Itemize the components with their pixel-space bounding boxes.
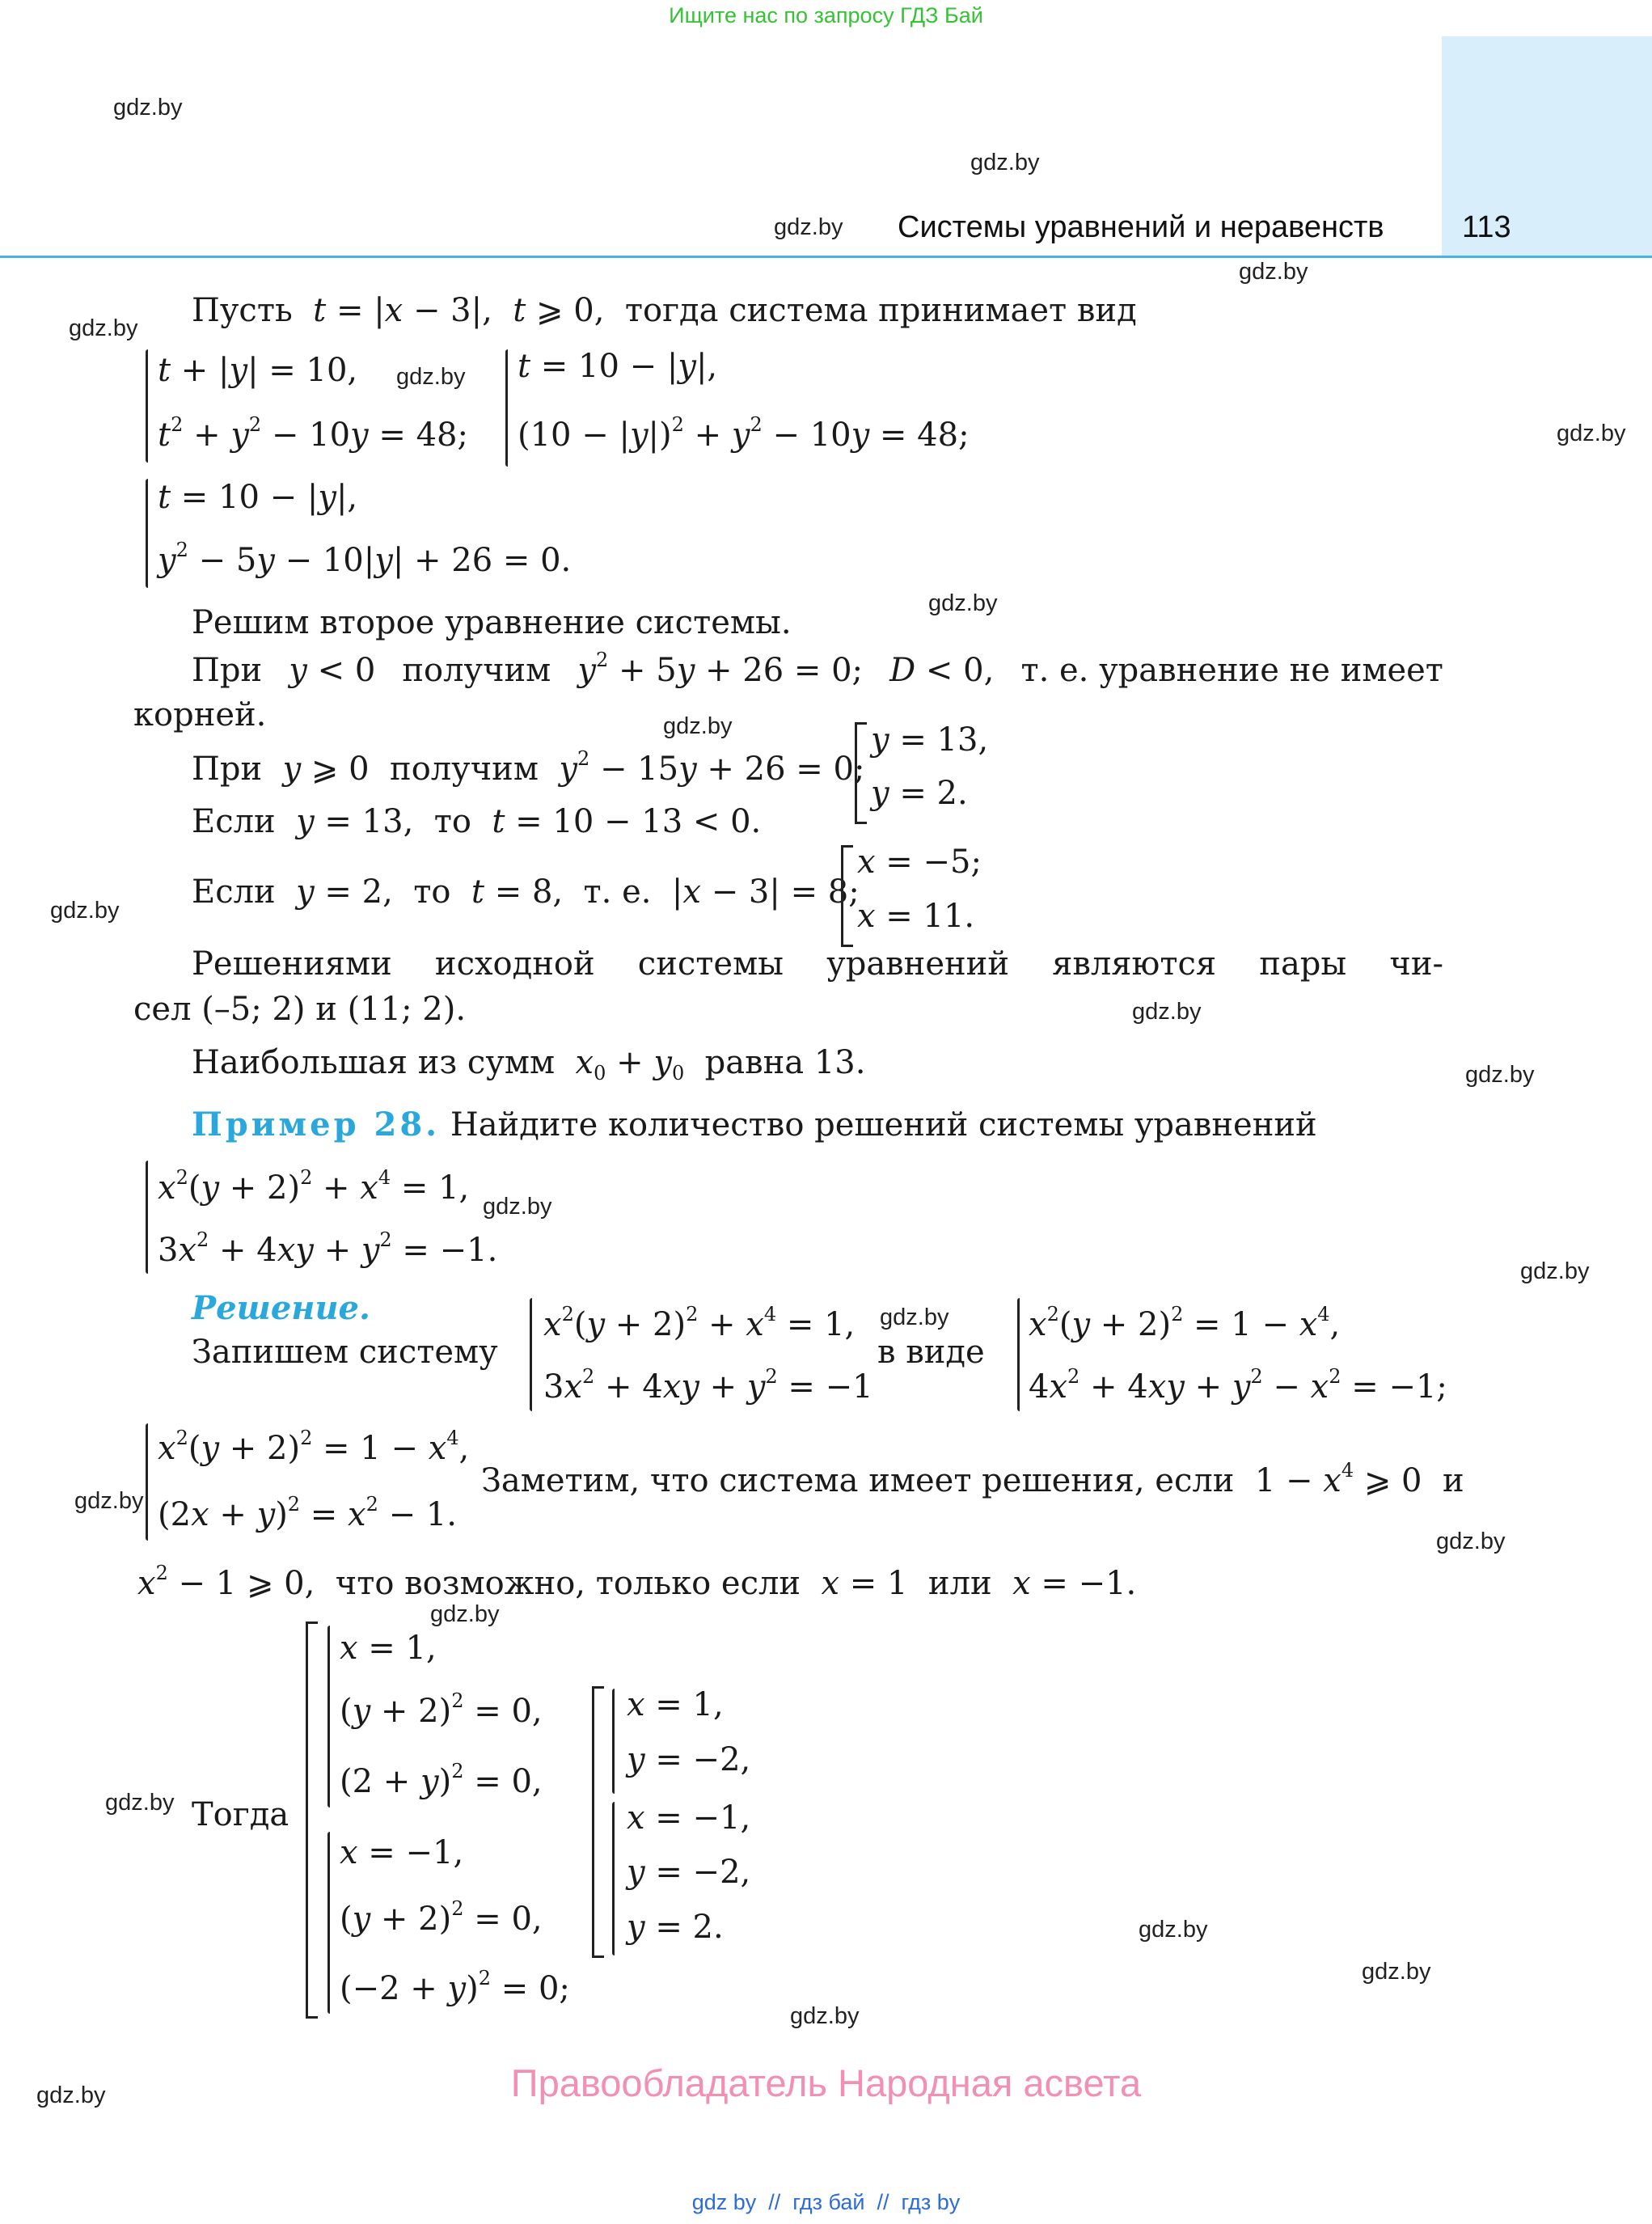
watermark: gdz.by bbox=[774, 214, 843, 240]
case1-eq3: $(2 + y)^2 = 0$, bbox=[340, 1760, 543, 1800]
if2-then: то bbox=[413, 873, 451, 911]
result1-y: y = −2, bbox=[627, 1741, 751, 1778]
watermark: gdz.by bbox=[69, 315, 138, 341]
brace bbox=[327, 1832, 330, 2014]
intro-let: Пусть bbox=[192, 292, 293, 329]
watermark: gdz.by bbox=[1465, 1062, 1535, 1088]
watermark: gdz.by bbox=[483, 1194, 552, 1220]
root-y2: y = 2. bbox=[871, 775, 968, 812]
case-neg-pri: При bbox=[192, 652, 263, 689]
header-title: Системы уравнений и неравенств bbox=[898, 210, 1384, 244]
form-eq1: $x^2(y + 2)^2 = 1 - x^4$, bbox=[1029, 1303, 1341, 1343]
watermark: gdz.by bbox=[1436, 1528, 1506, 1554]
possible-cond: $x^2 - 1$ ⩾ 0, bbox=[137, 1562, 326, 1602]
root-x-minus5: x = −5; bbox=[857, 844, 982, 881]
max-sum-b: равна 13. bbox=[704, 1044, 866, 1081]
brace bbox=[146, 349, 148, 463]
footer-links[interactable]: gdz by // гдз бай // гдз by bbox=[691, 2190, 961, 2214]
bracket bbox=[841, 845, 853, 947]
possible-text: что возможно, только если bbox=[335, 1565, 801, 1602]
brace bbox=[327, 1626, 330, 1808]
case-pos-eq: $y^2 - 15y + 26 = 0$; bbox=[559, 747, 865, 788]
header-rule bbox=[0, 256, 1652, 258]
watermark: gdz.by bbox=[113, 95, 183, 121]
brace bbox=[530, 1298, 532, 1411]
if2-t: t = 8, bbox=[471, 873, 573, 911]
case-neg-disc: D < 0, bbox=[889, 652, 995, 689]
solutions-line: Решениями исходной системы уравнений являются пары чи- bbox=[192, 945, 1443, 983]
case-pos-get: получим bbox=[390, 750, 539, 788]
case-neg-cond: y < 0 bbox=[289, 652, 376, 689]
possible-line bbox=[137, 1562, 1136, 1605]
brace bbox=[1017, 1298, 1020, 1411]
brace bbox=[146, 1423, 148, 1541]
case-pos-cond: y ⩾ 0 bbox=[282, 750, 380, 788]
possible-or: или bbox=[927, 1565, 992, 1602]
watermark: gdz.by bbox=[928, 590, 998, 616]
watermark: gdz.by bbox=[1362, 1959, 1431, 1985]
note-line bbox=[481, 1460, 1464, 1502]
system3-eq2: $y^2 - 5y - 10|y| + 26 = 0$. bbox=[158, 539, 572, 579]
brace bbox=[146, 479, 148, 588]
possible-x-minus1: x = −1. bbox=[1012, 1565, 1137, 1602]
bracket bbox=[306, 1621, 318, 2019]
case1-eq1: x = 1, bbox=[340, 1630, 437, 1667]
if-y13-line bbox=[192, 801, 761, 843]
case2-eq2: $(y + 2)^2 = 0$, bbox=[340, 1897, 543, 1938]
brace bbox=[612, 1689, 615, 1794]
then-label: Тогда bbox=[192, 1796, 289, 1833]
intro-tail: тогда система принимает вид bbox=[624, 292, 1137, 329]
watermark: gdz.by bbox=[74, 1488, 144, 1514]
watermark: gdz.by bbox=[1557, 421, 1626, 446]
if2-cond: y = 2, bbox=[296, 873, 403, 911]
if2-abs: |x − 3| = 8; bbox=[661, 873, 860, 911]
if13-result: t = 10 − 13 < 0. bbox=[492, 803, 762, 840]
system1-eq1: t + |y| = 10, bbox=[158, 352, 358, 389]
system1-eq2: $t^2 + y^2 - 10y = 48$; bbox=[158, 413, 468, 454]
note-cond: $1 - x^4$ ⩾ 0 bbox=[1244, 1459, 1433, 1499]
if13-then: то bbox=[433, 803, 471, 840]
watermark: gdz.by bbox=[105, 1790, 175, 1816]
case-positive-line bbox=[192, 748, 864, 790]
brace bbox=[612, 1802, 615, 1956]
case2-eq3: $(-2 + y)^2 = 0$; bbox=[340, 1967, 570, 2007]
example-heading bbox=[192, 1104, 1317, 1146]
example-eq2: $3x^2 + 4xy + y^2 = -1$. bbox=[158, 1228, 498, 1269]
watermark: gdz.by bbox=[790, 2003, 860, 2029]
case-neg-eq: $y^2 + 5y + 26 = 0$; bbox=[577, 649, 864, 689]
in-form: в виде bbox=[877, 1334, 985, 1371]
note-and: и bbox=[1442, 1462, 1464, 1499]
derived-eq2: $(2x + y)^2 = x^2 - 1$. bbox=[158, 1493, 457, 1533]
note-text: Заметим, что система имеет решения, если bbox=[481, 1462, 1235, 1499]
watermark: gdz.by bbox=[36, 2082, 106, 2108]
solution-label: Решение. bbox=[192, 1289, 370, 1327]
watermark: gdz.by bbox=[1132, 999, 1202, 1025]
case2-eq1: x = −1, bbox=[340, 1834, 464, 1871]
write-system: Запишем систему bbox=[192, 1334, 498, 1371]
possible-x1: x = 1 bbox=[821, 1565, 919, 1602]
root-y13: y = 13, bbox=[871, 721, 989, 759]
form-eq2: $4x^2 + 4xy + y^2 - x^2 = -1$; bbox=[1029, 1365, 1447, 1406]
substitution-formula: t = |x − 3|, t ⩾ 0, bbox=[313, 292, 615, 329]
result2-y1: y = −2, bbox=[627, 1854, 751, 1891]
derived-eq1: $x^2(y + 2)^2 = 1 - x^4$, bbox=[158, 1427, 470, 1467]
case-neg-tail: т. е. уравнение не имеет bbox=[1020, 652, 1443, 689]
page-number: 113 bbox=[1462, 210, 1511, 244]
system2-eq2: $(10 - |y|)^2 + y^2 - 10y = 48$; bbox=[518, 413, 970, 454]
solutions-line-2: сел (–5; 2) и (11; 2). bbox=[133, 991, 467, 1028]
result2-x: x = −1, bbox=[627, 1799, 751, 1837]
brace bbox=[505, 349, 508, 467]
case1-eq2: $(y + 2)^2 = 0$, bbox=[340, 1689, 543, 1730]
watermark: gdz.by bbox=[970, 150, 1040, 175]
case-pos-pri: При bbox=[192, 750, 263, 788]
top-banner: Ищите нас по запросу ГДЗ Бай bbox=[669, 3, 983, 27]
watermark: gdz.by bbox=[430, 1601, 500, 1627]
max-sum-formula: $x_0 + y_0$ bbox=[575, 1044, 685, 1085]
if2-ie: т. е. bbox=[583, 873, 652, 911]
if-y2-line bbox=[192, 871, 860, 913]
if13-cond: y = 13, bbox=[296, 803, 424, 840]
example-label: Пример 28. bbox=[192, 1106, 441, 1144]
system2-eq1: t = 10 − |y|, bbox=[518, 348, 718, 385]
if13-if: Если bbox=[192, 803, 276, 840]
solve-second-line: Решим второе уравнение системы. bbox=[192, 604, 792, 641]
case-negative-line-2: корней. bbox=[133, 696, 267, 734]
rewrite-eq2: $3x^2 + 4xy + y^2 = -1$ bbox=[543, 1365, 873, 1406]
max-sum-line bbox=[192, 1042, 865, 1084]
result2-y2: y = 2. bbox=[627, 1909, 724, 1946]
watermark: gdz.by bbox=[663, 713, 733, 739]
watermark: gdz.by bbox=[396, 364, 466, 390]
if2-if: Если bbox=[192, 873, 276, 911]
system3-eq1: t = 10 − |y|, bbox=[158, 479, 358, 516]
max-sum-a: Наибольшая из сумм bbox=[192, 1044, 556, 1081]
bracket bbox=[592, 1686, 604, 1958]
case-neg-get: получим bbox=[402, 652, 551, 689]
result1-x: x = 1, bbox=[627, 1686, 724, 1723]
root-x11: x = 11. bbox=[857, 898, 975, 935]
watermark: gdz.by bbox=[1239, 259, 1308, 285]
copyright: Правообладатель Народная асвета bbox=[510, 2061, 1142, 2104]
example-text: Найдите количество решений системы уравнений bbox=[450, 1106, 1317, 1144]
case-negative-line bbox=[192, 649, 1443, 691]
bracket bbox=[855, 722, 867, 824]
intro-line bbox=[192, 290, 1137, 332]
rewrite-eq1: $x^2(y + 2)^2 + x^4 = 1$, bbox=[543, 1303, 856, 1343]
watermark: gdz.by bbox=[50, 898, 120, 924]
watermark: gdz.by bbox=[1520, 1258, 1590, 1284]
watermark: gdz.by bbox=[1139, 1917, 1208, 1943]
watermark: gdz.by bbox=[880, 1304, 949, 1330]
brace bbox=[146, 1161, 148, 1274]
example-eq1: $x^2(y + 2)^2 + x^4 = 1$, bbox=[158, 1166, 470, 1207]
